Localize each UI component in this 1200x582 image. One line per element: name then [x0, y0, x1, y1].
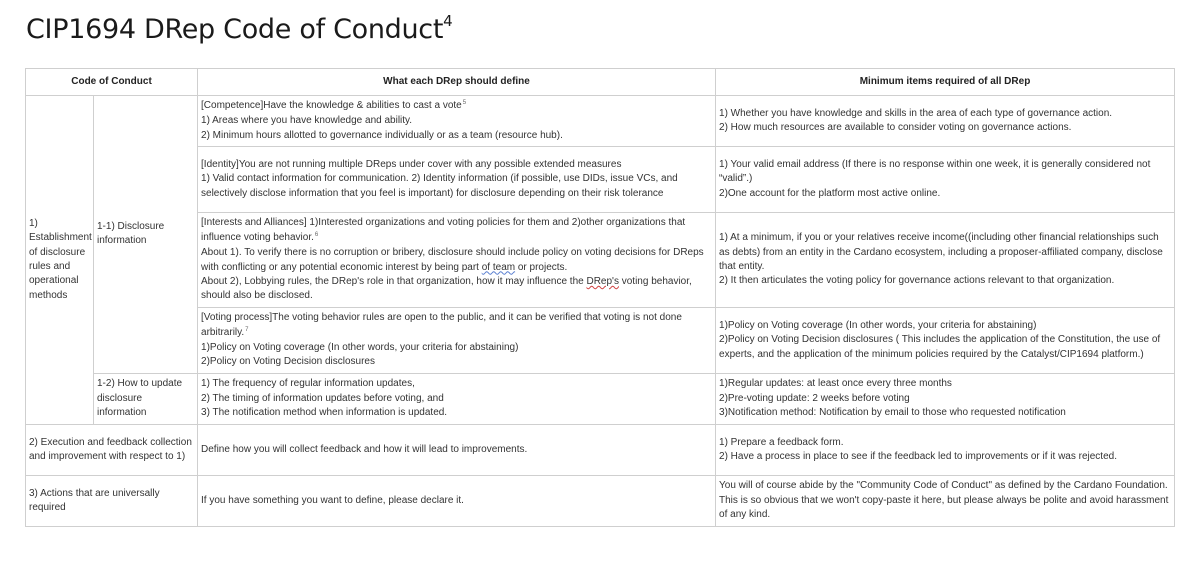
document-title-text: CIP1694 DRep Code of Conduct [26, 14, 444, 45]
sub1-label: 1-1) Disclosure information [94, 96, 198, 374]
section3-label: 3) Actions that are universally required [26, 476, 198, 527]
header-minimum-items: Minimum items required of all DRep [716, 69, 1175, 96]
voting-minimum-cell: 1)Policy on Voting coverage (In other words, your criteria for abstaining) 2)Policy on Voting Decision disclosures ( This includes the application of the Constitution, the use of experts, and the application of the minimum policies required by the Catalyst/CIP1694 platform.) [716, 308, 1175, 374]
interests-define-p3-a: About 2), Lobbying rules, the DRep's role in that organization, how it may influence the [201, 275, 587, 287]
footnote-5: 5 [462, 99, 467, 106]
identity-minimum-cell: 1) Your valid email address (If there is no response within one week, it is generally considered not “valid”.) 2)One account for the platform most active online. [716, 147, 1175, 213]
interests-define-p2-b: or projects. [515, 261, 568, 273]
table-header-row [26, 69, 1175, 96]
document-title [26, 14, 452, 45]
interests-define-p3-spell: DRep's [586, 275, 619, 287]
competence-minimum-cell: 1) Whether you have knowledge and skills in the area of each type of governance action. 2) How much resources are available to consider voting on governance actions. [716, 96, 1175, 147]
interests-define-cell [198, 213, 716, 308]
update-define-cell: 1) The frequency of regular information updates, 2) The timing of information updates before voting, and 3) The notification method when information is updated. [198, 374, 716, 425]
section1-label: 1) Establishment of disclosure rules and operational methods [26, 96, 94, 425]
update-minimum-cell: 1)Regular updates: at least once every three months 2)Pre-voting update: 2 weeks before voting 3)Notification method: Notification by email to those who requested notification [716, 374, 1175, 425]
table-row-interests [26, 213, 1175, 308]
interests-minimum-cell: 1) At a minimum, if you or your relatives receive income((including other financial relationships such as debts) from an entity in the Cardano ecosystem, including a proposer-affiliated company, disclose that entity. 2) It then articulates the voting policy for governance actions relevant to that organization. [716, 213, 1175, 308]
competence-define-cell [198, 96, 716, 147]
voting-define-cell [198, 308, 716, 374]
feedback-minimum-cell: 1) Prepare a feedback form. 2) Have a process in place to see if the feedback led to improvements or if it was rejected. [716, 425, 1175, 476]
identity-define-cell: [Identity]You are not running multiple DReps under cover with any possible extended measures 1) Valid contact information for communication. 2) Identity information (if possible, use DIDs, issue VCs, and selectively disclose information that you feel is important) for disclosure depending on their risk tolerance [198, 147, 716, 213]
interests-define-intro: [Interests and Alliances] 1)Interested organizations and voting policies for them and 2)other organizations that influence voting behavior. [201, 217, 686, 243]
header-code-of-conduct: Code of Conduct [26, 69, 198, 96]
table-row-identity [26, 147, 1175, 213]
table-row-feedback [26, 425, 1175, 476]
section2-label: 2) Execution and feedback collection and improvement with respect to 1) [26, 425, 198, 476]
footnote-6: 6 [314, 231, 319, 238]
table-row-voting-process [26, 308, 1175, 374]
interests-define-p3-b: voting behavior, should also be disclosed. [201, 275, 692, 302]
universal-define-cell: If you have something you want to define, please declare it. [198, 476, 716, 527]
table-row-universal [26, 476, 1175, 527]
interests-define-p2-spell: of team [481, 261, 516, 273]
universal-minimum-cell: You will of course abide by the "Community Code of Conduct" as defined by the Cardano Foundation. This is so obvious that we won't copy-paste it here, but please always be polite and avoid harassment of any kind. [716, 476, 1175, 527]
sub2-label: 1-2) How to update disclosure information [94, 374, 198, 425]
header-what-define: What each DRep should define [198, 69, 716, 96]
voting-define-lines: 1)Policy on Voting coverage (In other words, your criteria for abstaining) 2)Policy on Voting Decision disclosures [201, 342, 519, 368]
code-of-conduct-table [25, 68, 1175, 527]
competence-define-text: [Competence]Have the knowledge & abilities to cast a vote [201, 99, 462, 111]
table-row-competence [26, 96, 1175, 147]
competence-define-lines: 1) Areas where you have knowledge and ability. 2) Minimum hours allotted to governance individually or as a team (resource hub). [201, 115, 563, 141]
interests-define-p2-a: About 1). To verify there is no corruption or bribery, disclosure should include policy on voting decisions for DReps with conflicting or any potential economic interest by being part [201, 247, 704, 273]
footnote-7: 7 [245, 326, 249, 333]
table-row-update [26, 374, 1175, 425]
feedback-define-cell: Define how you will collect feedback and how it will lead to improvements. [198, 425, 716, 476]
title-footnote: 4 [443, 12, 453, 30]
voting-define-text: [Voting process]The voting behavior rules are open to the public, and it can be verified that voting is not done arbitrarily. [201, 312, 682, 338]
